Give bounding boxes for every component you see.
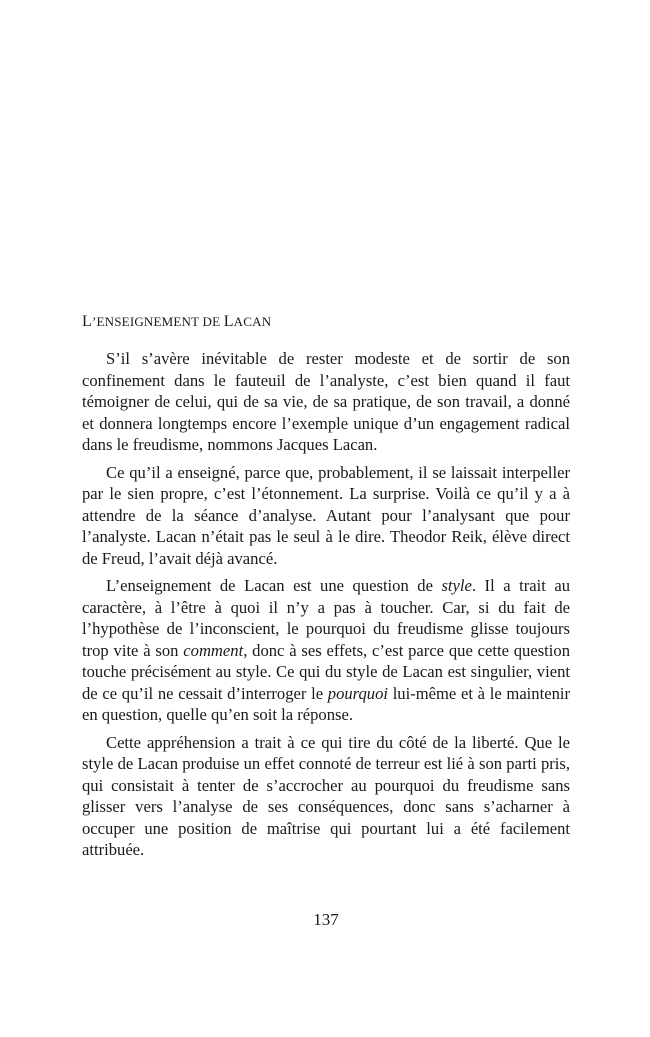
heading-smallcaps: ’ENSEIGNEMENT DE: [91, 314, 224, 329]
body-text: [82, 348, 570, 861]
heading-name-initial: L: [223, 313, 234, 330]
paragraph-text: Ce qu’il a enseigné, parce que, probablement, il se laissait interpeller par le sien propre, c’est l’étonnement. La surprise. Voilà ce qu’il y a à attendre de la séance d’analyse. Autant pour l’analysant que pour l’analyste. Lacan n’était pas le seul à le dire. Theodor Reik, élève direct de Freud, l’avait déjà avancé.: [82, 462, 570, 568]
italic-word-pourquoi: pourquoi: [327, 683, 388, 703]
paragraph-2: [82, 462, 570, 570]
heading-initial: L: [82, 313, 92, 330]
chapter-heading: [82, 313, 271, 331]
paragraph-text: Cette appréhension a trait à ce qui tire du côté de la liberté. Que le style de Lacan produise un effet connoté de terreur est lié à son parti pris, qui consistait à tenter de s’accrocher au pourquoi du freudisme sans glisser vers l’analyse de ses conséquences, donc sans s’acharner à occuper une position de maîtrise qui pourtant lui a été facilement attribuée.: [82, 732, 570, 859]
paragraph-4: [82, 732, 570, 861]
paragraph-text: lui-même et à le maintenir en question, quelle qu’en soit la réponse.: [82, 683, 571, 724]
paragraph-3: [82, 575, 570, 726]
paragraph-1: [82, 348, 570, 456]
book-page: [82, 0, 570, 1037]
paragraph-text: . Il a trait au caractère, à l’être à quoi il n’y a pas à toucher. Car, si du fait de l’hypothèse de l’inconscient, le pourquoi du freudisme glisse toujours trop vite à son: [82, 576, 570, 660]
paragraph-text: S’il s’avère inévitable de rester modeste et de sortir de son confinement dans le fauteuil de l’analyste, c’est bien quand il faut témoigner de celui, qui de sa vie, de sa pratique, de son travail, a donné et donnera longtemps encore l’exemple unique d’un engagement radical dans le freudisme, nommons Jacques Lacan.: [82, 349, 570, 454]
page-number: 137: [313, 910, 339, 929]
italic-word-style: style: [441, 576, 472, 595]
paragraph-text: L’enseignement de Lacan est une question de: [106, 576, 442, 595]
paragraph-text: , donc à ses effets, c’est parce que cette question touche précisément au style. Ce qui du style de Lacan est singulier, vient de ce qu’il ne cessait d’interroger le: [82, 640, 570, 703]
italic-word-comment: comment: [183, 640, 244, 660]
heading-name-smallcaps: ACAN: [233, 314, 272, 329]
